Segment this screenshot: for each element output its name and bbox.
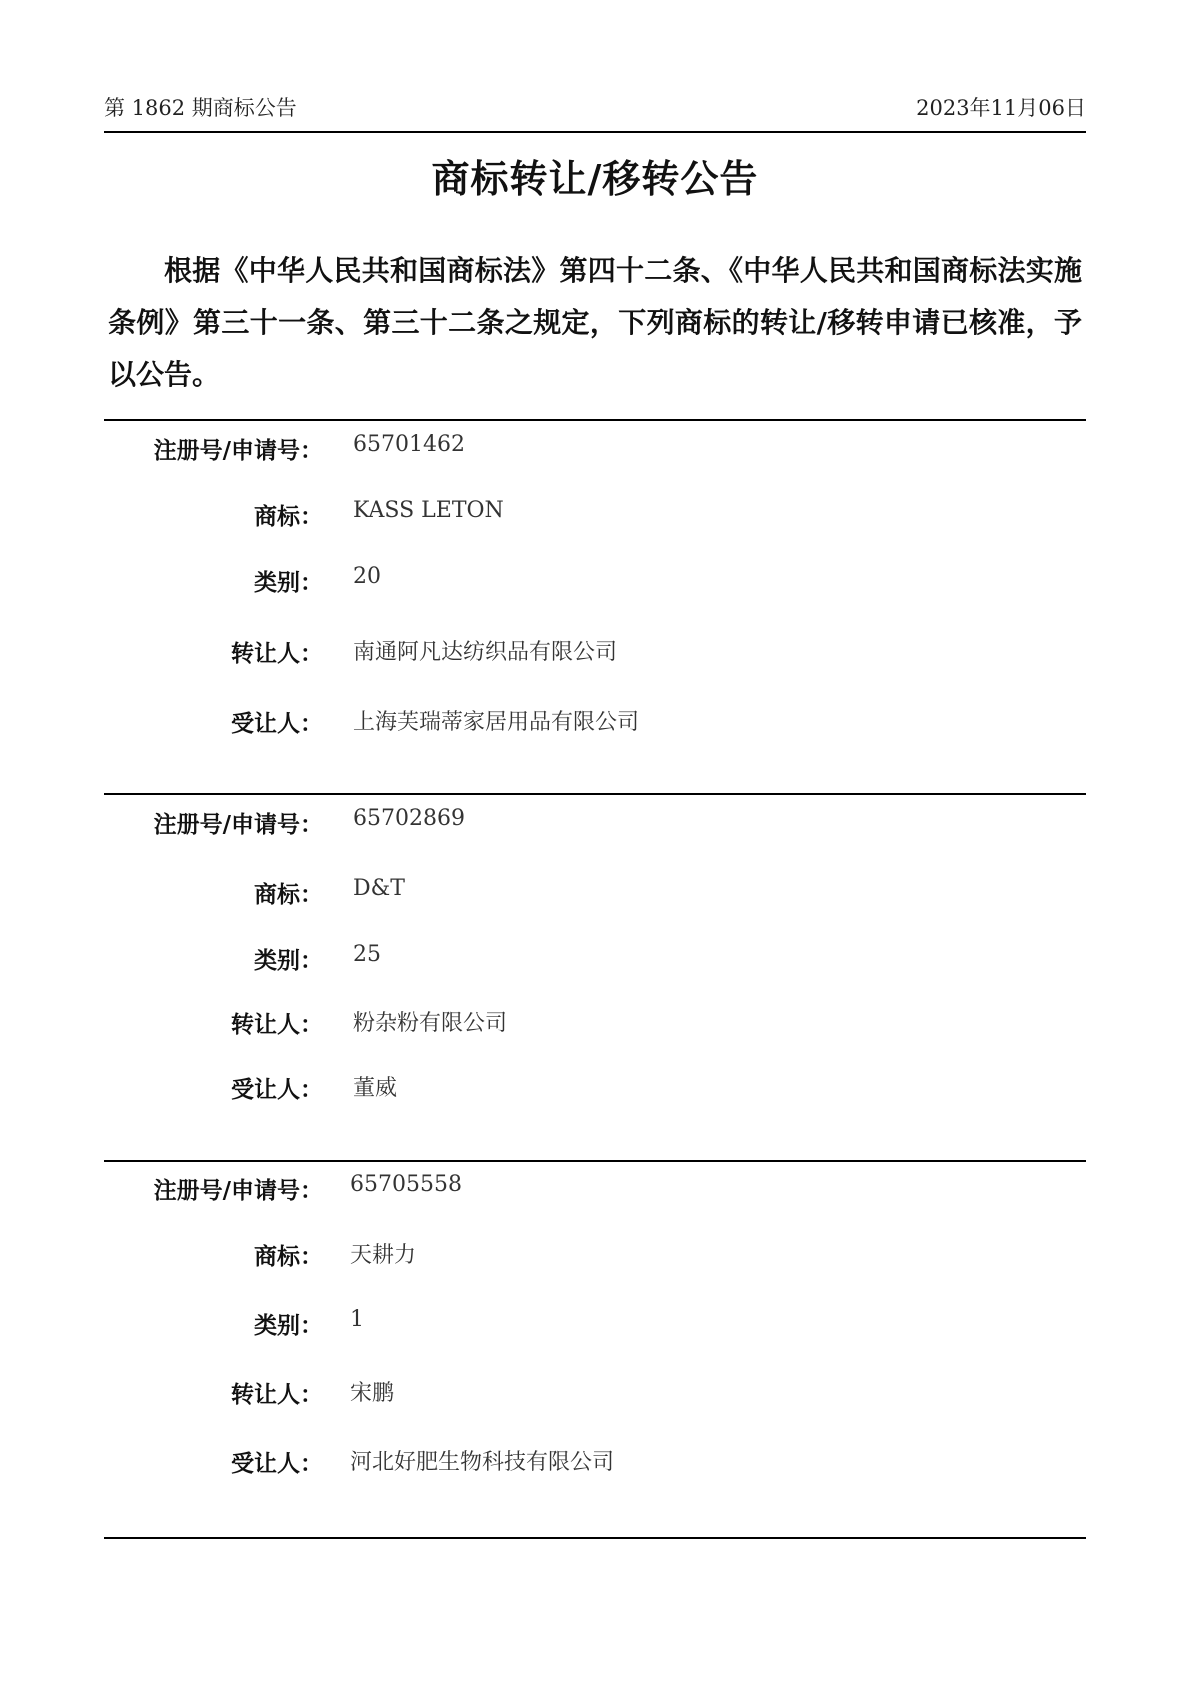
transferor-label: 转让人： bbox=[231, 641, 323, 667]
class-label: 类别： bbox=[254, 1313, 323, 1339]
transferee-label: 受让人： bbox=[231, 1451, 323, 1477]
transferor-row bbox=[0, 635, 1190, 665]
transferee-row bbox=[0, 705, 1190, 735]
class-row bbox=[0, 564, 1190, 594]
class-label: 类别： bbox=[254, 570, 323, 596]
record-divider bbox=[104, 1537, 1086, 1539]
record-divider bbox=[104, 1160, 1086, 1162]
transferee-value: 河北好肥生物科技有限公司 bbox=[350, 1450, 615, 1475]
transferee-row bbox=[0, 1445, 1190, 1475]
transferor-label: 转让人： bbox=[231, 1012, 323, 1038]
transferor-row bbox=[0, 1376, 1190, 1406]
transferor-value: 南通阿凡达纺织品有限公司 bbox=[353, 640, 618, 665]
transferee-value: 上海芙瑞蒂家居用品有限公司 bbox=[353, 710, 640, 735]
reg-no-label: 注册号/申请号： bbox=[153, 438, 323, 464]
page-header bbox=[104, 92, 1086, 122]
reg-no-row bbox=[0, 806, 1190, 836]
class-value: 20 bbox=[353, 564, 381, 589]
mark-value: 天耕力 bbox=[350, 1243, 417, 1268]
transferee-row bbox=[0, 1071, 1190, 1101]
class-value: 1 bbox=[350, 1307, 364, 1332]
transferor-value: 宋鹏 bbox=[350, 1381, 395, 1406]
class-row bbox=[0, 1307, 1190, 1337]
reg-no-label: 注册号/申请号： bbox=[153, 1178, 323, 1204]
record-divider bbox=[104, 419, 1086, 421]
mark-label: 商标： bbox=[254, 1244, 323, 1270]
transferee-label: 受让人： bbox=[231, 711, 323, 737]
mark-label: 商标： bbox=[254, 504, 323, 530]
record-divider bbox=[104, 793, 1086, 795]
reg-no-label: 注册号/申请号： bbox=[153, 812, 323, 838]
mark-row bbox=[0, 1238, 1190, 1268]
reg-no-value: 65701462 bbox=[353, 432, 465, 457]
reg-no-row bbox=[0, 432, 1190, 462]
reg-no-row bbox=[0, 1172, 1190, 1202]
reg-no-value: 65702869 bbox=[353, 806, 465, 831]
mark-label: 商标： bbox=[254, 882, 323, 908]
intro-paragraph: 根据《中华人民共和国商标法》第四十二条、《中华人民共和国商标法实施条例》第三十一条、第三十二条之规定，下列商标的转让/移转申请已核准，予以公告。 bbox=[108, 254, 1082, 391]
reg-no-value: 65705558 bbox=[350, 1172, 462, 1197]
transferor-label: 转让人： bbox=[231, 1382, 323, 1408]
issue-date: 2023年11月06日 bbox=[916, 96, 1086, 120]
transferor-row bbox=[0, 1006, 1190, 1036]
mark-value: D&T bbox=[353, 876, 405, 901]
class-row bbox=[0, 942, 1190, 972]
page-title: 商标转让/移转公告 bbox=[431, 157, 759, 201]
mark-row bbox=[0, 876, 1190, 906]
class-label: 类别： bbox=[254, 948, 323, 974]
transferee-value: 董威 bbox=[353, 1076, 398, 1101]
mark-row bbox=[0, 498, 1190, 528]
issue-number: 第 1862 期商标公告 bbox=[104, 96, 297, 120]
transferee-label: 受让人： bbox=[231, 1077, 323, 1103]
header-divider bbox=[104, 131, 1086, 133]
transferor-value: 粉杂粉有限公司 bbox=[353, 1011, 508, 1036]
class-value: 25 bbox=[353, 942, 381, 967]
mark-value: KASS LETON bbox=[353, 498, 504, 523]
